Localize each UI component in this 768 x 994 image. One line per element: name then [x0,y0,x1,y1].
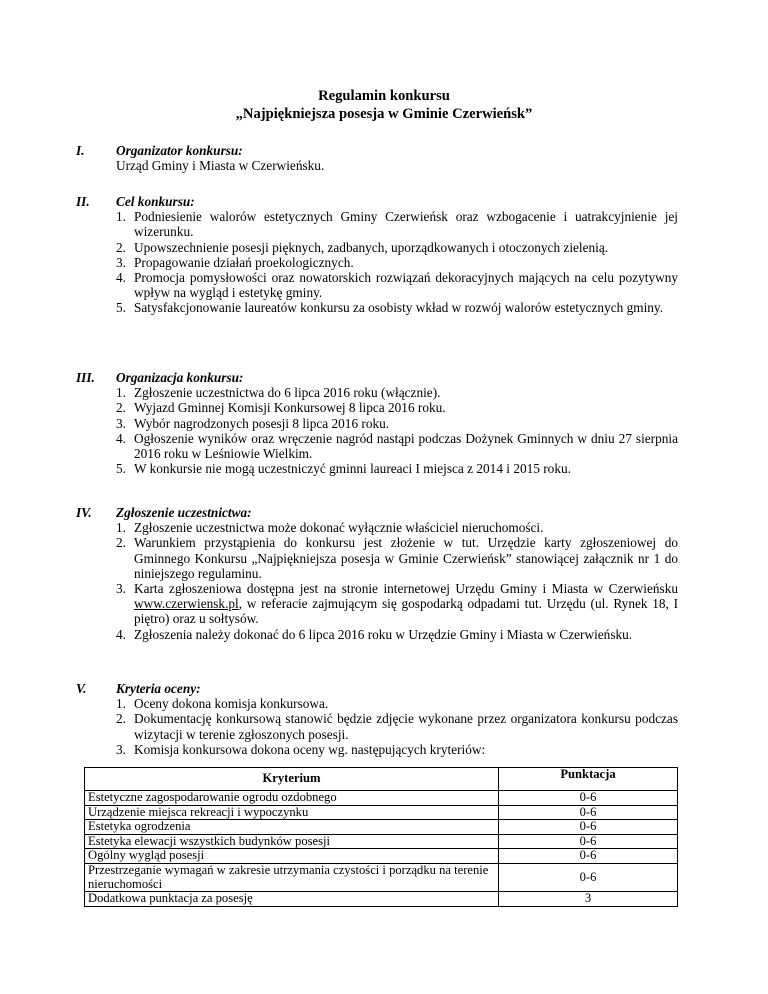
criterion-cell: Urządzenie miejsca rekreacji i wypoczynku [85,805,499,820]
table-header-row [85,768,678,791]
list-item: 5. W konkursie nie mogą uczestniczyć gminni laureaci I miejsca z 2014 i 2015 roku. [116,461,571,477]
document-title [0,87,768,123]
criterion-cell: Estetyka ogrodzenia [85,820,499,835]
points-cell: 0-6 [499,805,678,820]
criterion-cell: Estetyczne zagospodarowanie ogrodu ozdobnego [85,791,499,806]
list-item: 5. Satysfakcjonowanie laureatów konkursu za osobisty wkład w rozwój walorów estetycznych gminy. [116,300,664,316]
list-item: 1. Zgłoszenie uczestnictwa do 6 lipca 2016 roku (włącznie). [116,385,441,401]
list-item: 3. Wybór nagrodzonych posesji 8 lipca 2016 roku. [116,415,390,431]
title-line-1: Regulamin konkursu [318,88,450,104]
list-item: 2. Wyjazd Gminnej Komisji Konkursowej 8 lipca 2016 roku. [116,400,446,416]
section-numeral: III. [76,370,95,385]
section-numeral: I. [76,143,85,158]
table-row [85,791,678,806]
list-item: 4. Zgłoszenia należy dokonać do 6 lipca 2016 roku w Urzędzie Gminy i Miasta w Czerwieńsku. [116,626,633,642]
list-item: 2. Upowszechnienie posesji pięknych, zadbanych, uporządkowanych i otoczonych zielenią. [116,239,609,255]
criteria-table [84,767,678,907]
table-row [85,892,678,907]
section-heading: Organizator konkursu: [116,143,243,158]
criterion-cell: Dodatkowa punktacja za posesję [85,892,499,907]
title-line-2: „Najpiękniejsza posesja w Gminie Czerwieńsk” [235,106,533,122]
criterion-cell: Estetyka elewacji wszystkich budynków posesji [85,834,499,849]
section-heading: Kryteria oceny: [116,681,201,696]
table-row [85,820,678,835]
website-link[interactable]: www.czerwiensk.pl [134,596,239,612]
section-heading: Zgłoszenie uczestnictwa: [116,505,252,520]
criterion-cell: Ogólny wygląd posesji [85,849,499,864]
section-numeral: V. [76,681,87,696]
list-item: 1. Zgłoszenie uczestnictwa może dokonać wyłącznie właściciel nieruchomości. [116,520,544,536]
column-header-criterion: Kryterium [85,768,499,791]
points-cell: 0-6 [499,863,678,891]
table-row [85,805,678,820]
list-item: 1. Podniesienie walorów estetycznych Gminy Czerwieńsk oraz wzbogacenie i uatrakcyjnienie jej wizerunku. [116,209,678,240]
list-item: 3. Propagowanie działań proekologicznych. [116,254,354,270]
list-item: 2. Dokumentację konkursową stanowić będzie zdjęcie wykonane przez organizatora konkursu podczas wizytacji w terenie zgłoszonych posesji. [116,711,678,742]
section-text: Urząd Gminy i Miasta w Czerwieńsku. [116,158,325,174]
points-cell: 0-6 [499,791,678,806]
column-header-points: Punktacja [499,768,678,791]
table-row [85,863,678,891]
list-item: 3. Karta zgłoszeniowa dostępna jest na stronie internetowej Urzędu Gminy i Miasta w Czerwieńsku www.czerwiensk.pl, w referacie zajmującym się gospodarką odpadami tut. Urzędu (ul. Rynek 18, I piętro) oraz u sołtysów. [116,581,678,627]
criterion-cell: Przestrzeganie wymagań w zakresie utrzymania czystości i porządku na terenie nieruchomości [85,863,499,891]
points-cell: 0-6 [499,820,678,835]
list-item: 1. Oceny dokona komisja konkursowa. [116,696,329,712]
points-cell: 0-6 [499,834,678,849]
section-numeral: IV. [76,505,92,520]
section-heading: Organizacja konkursu: [116,370,244,385]
points-cell: 3 [499,892,678,907]
list-item: 2. Warunkiem przystąpienia do konkursu jest złożenie w tut. Urzędzie karty zgłoszeniowej do Gminnego Konkursu „Najpiękniejsza posesja w Gminie Czerwieńsk” stanowiącej załącznik nr 1 do niniejszego regulaminu. [116,535,678,581]
list-item: 3. Komisja konkursowa dokona oceny wg. następujących kryteriów: [116,741,486,757]
section-numeral: II. [76,194,90,209]
table-row [85,849,678,864]
table-row [85,834,678,849]
points-cell: 0-6 [499,849,678,864]
list-item: 4. Promocja pomysłowości oraz nowatorskich rozwiązań dekoracyjnych mających na celu pozytywny wpływ na wygląd i estetykę gminy. [116,270,678,301]
section-heading: Cel konkursu: [116,194,195,209]
list-item: 4. Ogłoszenie wyników oraz wręczenie nagród nastąpi podczas Dożynek Gminnych w dniu 27 sierpnia 2016 roku w Leśniowie Wielkim. [116,430,678,462]
